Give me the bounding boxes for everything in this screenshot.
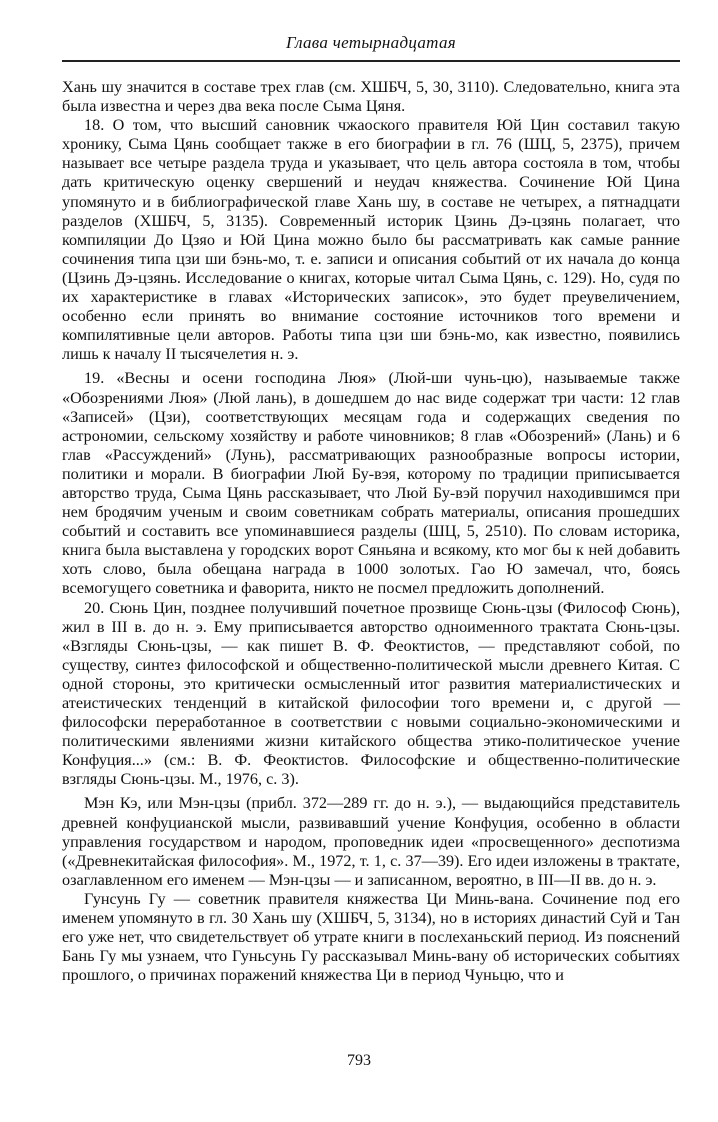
paragraph-note-20: 20. Сюнь Цин, позднее получивший почетное прозвище Сюнь-цзы (Философ Сюнь), жил в III в. до н. э. Ему приписывается авторство одноименного трактата Сюнь-цзы. «Взгляды Сюнь-цзы, — как пишет В. Ф. Феоктистов, — представляют собой, по существу, синтез философской и общественно-политической мысли древнего Китая. С одной стороны, это критически осмысленный итог развития материалистических и атеистических тенденций в китайской философии того времени и, с другой — философски переработанное в соответствии с новыми социально-экономическими и политическими явлениями жизни китайского общества этико-политическое учение Конфуция...» (см.: В. Ф. Феоктистов. Философские и общественно-политические взгляды Сюнь-цзы. М., 1976, с. 3). — [62, 598, 680, 789]
page-number: 793 — [347, 1052, 371, 1069]
page — [62, 28, 680, 985]
paragraph-continuation: Хань шу значится в составе трех глав (см. ХШБЧ, 5, 30, 3110). Следовательно, книга эта была известна и через два века после Сыма Цяня. — [62, 78, 680, 116]
running-head: Глава четырнадцатая — [286, 33, 456, 52]
paragraph-note-19: 19. «Весны и осени господина Люя» (Люй-ши чунь-цю), называемые также «Обозрениями Люя» (Люй лань), в дошедшем до нас виде содержат три части: 12 глав «Записей» (Цзи), соответствующих месяцам года и содержащих сведения по астрономии, сельскому хозяйству и работе чиновников; 8 глав «Обозрений» (Лань) и 6 глав «Рассуждений» (Лунь), рассматривающих разнообразные вопросы истории, политики и морали. В биографии Люй Бу-вэя, которому по традиции приписывается авторство труда, Сыма Цянь рассказывает, что Люй Бу-вэй поручил находившимся при нем бродячим ученым и своим советникам собрать материалы, описания прошедших событий и составить все упоминавшиеся разделы (ШЦ, 5, 2510). По словам историка, книга была выставлена у городских ворот Сяньяна и всякому, кто мог бы к ней добавить хоть слово, была обещана награда в 1000 золотых. Гао Ю замечал, что, боясь всемогущего советника и фаворита, никто не посмел предложить дополнений. — [62, 369, 680, 598]
paragraph-note-18: 18. О том, что высший сановник чжаоского правителя Юй Цин составил такую хронику, Сыма Цянь сообщает также в его биографии в гл. 76 (ШЦ, 5, 2375), причем называет все четыре раздела труда и указывает, что цель автора состояла в том, чтобы дать критическую оценку свершений и неудач княжества. Сочинение Юй Цина упомянуто и в библиографической главе Хань шу, в составе не четырех, а пятнадцати разделов (ХШБЧ, 5, 3135). Современный историк Цзинь Дэ-цзянь полагает, что компиляции До Цзяо и Юй Цина можно было бы рассматривать как самые ранние сочинения типа цзи ши бэнь-мо, т. е. записи и описания событий от их начала до конца (Цзинь Дэ-цзянь. Исследование о книгах, которые читал Сыма Цянь, с. 129). Но, судя по их характеристике в главах «Исторических записок», это будет преувеличением, особенно если принять во внимание состояние источников того времени и компилятивные цели авторов. Работы типа цзи ши бэнь-мо, как известно, появились лишь к началу II тысячелетия н. э. — [62, 116, 680, 364]
body-text — [62, 78, 680, 985]
paragraph-gunsun-gu: Гунсунь Гу — советник правителя княжества Ци Минь-вана. Сочинение под его именем упомянуто в гл. 30 Хань шу (ХШБЧ, 5, 3134), но в историях династий Суй и Тан его уже нет, что свидетельствует об утрате книги в послеханьский период. Из пояснений Бань Гу мы узнаем, что Гуньсунь Гу рассказывал Минь-вану об исторических событиях прошлого, о причинах поражений княжества Ци в период Чуньцю, что и — [62, 889, 680, 985]
header-rule — [62, 60, 680, 62]
paragraph-meng-ke: Мэн Кэ, или Мэн-цзы (прибл. 372—289 гг. до н. э.), — выдающийся представитель древней конфуцианской мысли, развивавший учение Конфуция, особенно в области управления государством и народом, проповедник идеи «просвещенного» деспотизма («Древнекитайская философия». М., 1972, т. 1, с. 37—39). Его идеи изложены в трактате, озаглавленном его именем — Мэн-цзы — и записанном, вероятно, в III—II вв. до н. э. — [62, 794, 680, 889]
